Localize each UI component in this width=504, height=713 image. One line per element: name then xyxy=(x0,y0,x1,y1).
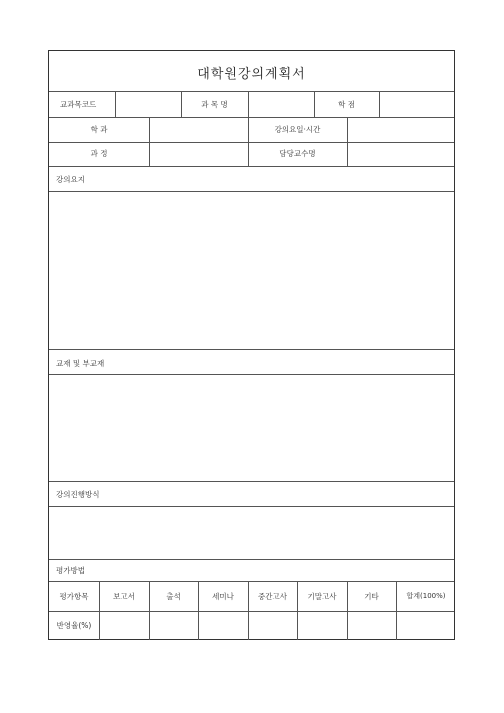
method-field[interactable] xyxy=(50,507,455,558)
schedule-field[interactable] xyxy=(348,118,455,141)
divider xyxy=(49,581,454,582)
divider xyxy=(248,117,249,166)
ratio-other-field[interactable] xyxy=(348,612,395,640)
textbook-field[interactable] xyxy=(50,375,455,480)
eval-item-midterm: 중간고사 xyxy=(258,592,287,601)
ratio-total-field[interactable] xyxy=(397,612,455,640)
program-field[interactable] xyxy=(150,143,247,165)
eval-item-total: 합계(100%) xyxy=(406,592,446,600)
ratio-final-field[interactable] xyxy=(298,612,346,640)
course-name-field[interactable] xyxy=(249,92,313,116)
course-code-field[interactable] xyxy=(116,92,180,116)
ratio-midterm-field[interactable] xyxy=(249,612,296,640)
eval-item-seminar: 세미나 xyxy=(212,592,234,601)
professor-field[interactable] xyxy=(348,143,455,165)
eval-item-header: 평가항목 xyxy=(59,592,89,601)
syllabus-form xyxy=(48,50,455,640)
evaluation-section-label: 평가방법 xyxy=(56,566,85,575)
method-section-label: 강의진행방식 xyxy=(56,490,100,499)
ratio-attendance-field[interactable] xyxy=(150,612,197,640)
eval-item-other: 기타 xyxy=(364,592,379,601)
program-label: 과 정 xyxy=(90,149,108,158)
department-field[interactable] xyxy=(150,118,247,141)
summary-field[interactable] xyxy=(50,192,455,348)
divider xyxy=(49,349,454,350)
form-title: 대학원강의계획서 xyxy=(197,67,306,82)
eval-ratio-label: 반영율(%) xyxy=(56,621,92,630)
textbook-section-label: 교재 및 부교재 xyxy=(56,359,105,368)
eval-item-report: 보고서 xyxy=(113,592,135,601)
summary-section-label: 강의요지 xyxy=(56,175,85,184)
department-label: 학 과 xyxy=(90,125,108,134)
credit-field[interactable] xyxy=(380,92,455,116)
schedule-label: 강의요일·시간 xyxy=(274,125,321,134)
divider xyxy=(49,481,454,482)
eval-item-final: 기말고사 xyxy=(307,592,337,601)
course-name-label: 과 목 명 xyxy=(201,100,228,109)
credit-label: 학 점 xyxy=(338,100,355,109)
ratio-seminar-field[interactable] xyxy=(199,612,247,640)
divider xyxy=(49,166,454,167)
eval-item-attendance: 출석 xyxy=(166,592,181,601)
divider xyxy=(49,559,454,560)
professor-label: 담당교수명 xyxy=(279,149,316,158)
course-code-label: 교과목코드 xyxy=(60,100,97,109)
ratio-report-field[interactable] xyxy=(100,612,148,640)
